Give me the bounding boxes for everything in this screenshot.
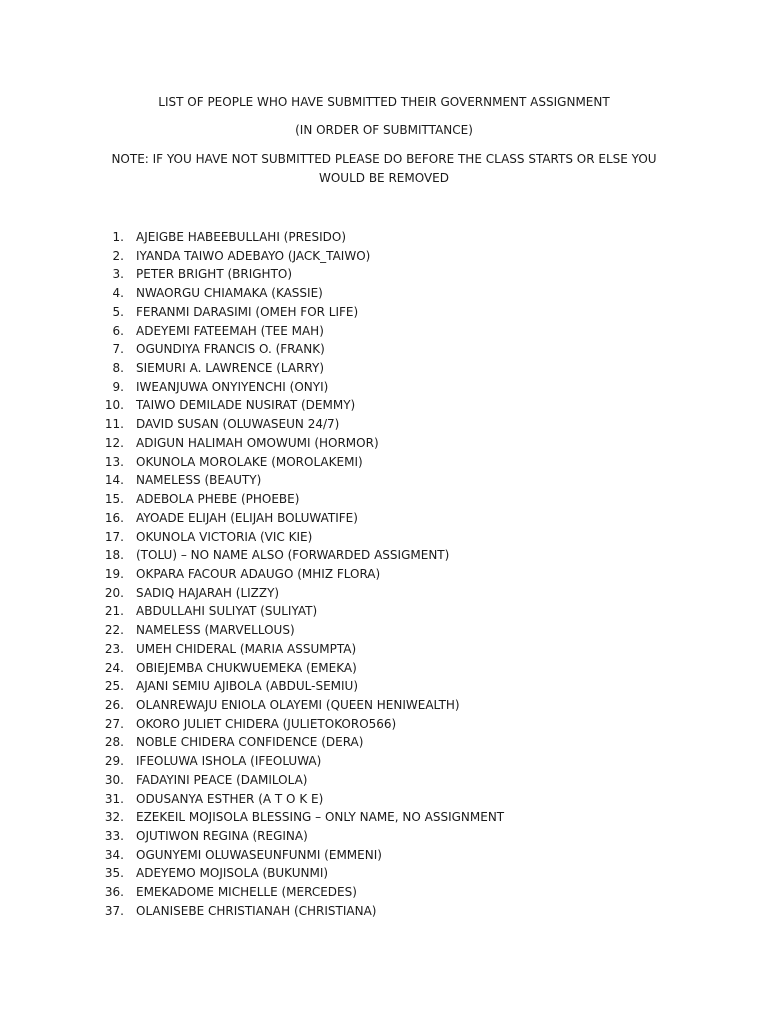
list-item (0, 359, 768, 378)
list-item (0, 696, 768, 715)
list-item (0, 247, 768, 266)
list-item-text: OLANREWAJU ENIOLA OLAYEMI (QUEEN HENIWEALTH) (136, 697, 460, 712)
list-item (0, 790, 768, 809)
list-item-number: 35. (104, 866, 124, 881)
list-item (0, 434, 768, 453)
list-item-number: 33. (104, 829, 124, 843)
list-item-number: 26. (104, 697, 124, 712)
list-item (0, 528, 768, 547)
list-item-number: 22. (104, 623, 124, 638)
list-item-text: ADIGUN HALIMAH OMOWUMI (HORMOR) (136, 435, 379, 450)
list-item-text: OKPARA FACOUR ADAUGO (MHIZ FLORA) (136, 566, 381, 581)
list-item (0, 584, 768, 603)
list-item-text: OKORO JULIET CHIDERA (JULIETOKORO566) (136, 716, 397, 731)
list-item (0, 659, 768, 678)
list-item (0, 864, 768, 883)
list-item-text: SADIQ HAJARAH (LIZZY) (136, 585, 280, 600)
list-item-number: 30. (104, 772, 124, 787)
list-item (0, 640, 768, 659)
list-item (0, 340, 768, 359)
list-item-text: NAMELESS (BEAUTY) (136, 473, 262, 488)
list-item-number: 6. (112, 323, 124, 338)
list-item (0, 771, 768, 790)
document-subtitle: (IN ORDER OF SUBMITTANCE) (295, 123, 473, 137)
list-item-number: 8. (112, 361, 124, 376)
list-item-number: 19. (104, 566, 124, 581)
list-item-text: IFEOLUWA ISHOLA (IFEOLUWA) (136, 754, 322, 769)
list-item-number: 18. (104, 548, 124, 563)
document-title: LIST OF PEOPLE WHO HAVE SUBMITTED THEIR GOVERNMENT ASSIGNMENT (158, 95, 610, 109)
list-item-text: NWAORGU CHIAMAKA (KASSIE) (136, 286, 323, 301)
list-item-number: 23. (104, 641, 124, 656)
list-item-text: UMEH CHIDERAL (MARIA ASSUMPTA) (136, 641, 357, 656)
list-item-text: OGUNDIYA FRANCIS O. (FRANK) (136, 342, 325, 357)
list-item (0, 322, 768, 341)
list-item-number: 17. (104, 529, 124, 544)
list-item-number: 24. (104, 660, 124, 675)
list-item-text: TAIWO DEMILADE NUSIRAT (DEMMY) (136, 398, 356, 413)
list-item-text: SIEMURI A. LAWRENCE (LARRY) (136, 361, 325, 376)
list-item-number: 9. (112, 379, 124, 394)
list-item-text: OGUNYEMI OLUWASEUNFUNMI (EMMENI) (136, 847, 382, 862)
list-item (0, 471, 768, 490)
list-item-number: 20. (104, 585, 124, 600)
list-item-text: NAMELESS (MARVELLOUS) (136, 623, 295, 638)
list-item (0, 415, 768, 434)
list-item-text: AYOADE ELIJAH (ELIJAH BOLUWATIFE) (136, 510, 358, 525)
list-item-text: OKUNOLA VICTORIA (VIC KIE) (136, 529, 313, 544)
list-item-text: ADEYEMO MOJISOLA (BUKUNMI) (136, 866, 329, 881)
list-item-text: ADEBOLA PHEBE (PHOEBE) (136, 492, 300, 507)
list-item (0, 602, 768, 621)
list-item (0, 621, 768, 640)
list-item-text: NOBLE CHIDERA CONFIDENCE (DERA) (136, 735, 364, 750)
list-item-text: FERANMI DARASIMI (OMEH FOR LIFE) (136, 304, 359, 319)
list-item-number: 12. (104, 435, 124, 450)
list-item (0, 546, 768, 565)
list-item-text: OLANISEBE CHRISTIANAH (CHRISTIANA) (136, 903, 377, 918)
list-item-number: 3. (112, 267, 124, 282)
document-note: NOTE: IF YOU HAVE NOT SUBMITTED PLEASE DO BEFORE THE CLASS STARTS OR ELSE YOU WOULD BE REMOVED (111, 152, 657, 185)
list-item-number: 34. (104, 847, 124, 862)
list-item-text: IYANDA TAIWO ADEBAYO (JACK_TAIWO) (136, 248, 371, 263)
list-item-text: ADEYEMI FATEEMAH (TEE MAH) (136, 323, 324, 338)
list-item-number: 32. (104, 810, 124, 825)
list-item-number: 29. (104, 754, 124, 769)
list-item-number: 5. (112, 304, 124, 319)
list-item-text: ODUSANYA ESTHER (A T O K E) (136, 791, 324, 806)
list-item (0, 846, 768, 865)
list-item (0, 509, 768, 528)
list-item-number: 36. (104, 885, 124, 900)
list-item (0, 453, 768, 472)
list-item-text: OKUNOLA MOROLAKE (MOROLAKEMI) (136, 454, 363, 469)
list-item-text: AJEIGBE HABEEBULLAHI (PRESIDO) (136, 230, 347, 244)
list-item-number: 11. (104, 417, 124, 432)
list-item (0, 715, 768, 734)
list-item (0, 883, 768, 902)
list-item-number: 1. (112, 230, 124, 244)
list-item (0, 303, 768, 322)
list-item-number: 15. (104, 492, 124, 507)
list-item-text: EMEKADOME MICHELLE (MERCEDES) (136, 885, 357, 900)
list-item-number: 27. (104, 716, 124, 731)
list-item-number: 2. (112, 248, 124, 263)
list-item-text: (TOLU) – NO NAME ALSO (FORWARDED ASSIGMENT) (136, 548, 450, 563)
list-item-number: 37. (104, 903, 124, 918)
list-item-text: IWEANJUWA ONYIYENCHI (ONYI) (136, 379, 329, 394)
list-item-number: 16. (104, 510, 124, 525)
list-item-text: AJANI SEMIU AJIBOLA (ABDUL-SEMIU) (136, 679, 359, 694)
list-item (0, 808, 768, 827)
list-item (0, 396, 768, 415)
list-item (0, 827, 768, 846)
list-item-number: 13. (104, 454, 124, 469)
list-item-number: 28. (104, 735, 124, 750)
list-item (0, 228, 768, 247)
list-item (0, 284, 768, 303)
list-item-number: 10. (104, 398, 124, 413)
list-item-text: DAVID SUSAN (OLUWASEUN 24/7) (136, 417, 340, 432)
list-item-number: 31. (104, 791, 124, 806)
list-item-number: 4. (112, 286, 124, 301)
submission-list (0, 228, 768, 921)
list-item (0, 733, 768, 752)
list-item-text: FADAYINI PEACE (DAMILOLA) (136, 772, 308, 787)
list-item-text: EZEKEIL MOJISOLA BLESSING – ONLY NAME, NO ASSIGNMENT (136, 810, 505, 825)
list-item-number: 25. (104, 679, 124, 694)
list-item (0, 902, 768, 921)
list-item-number: 21. (104, 604, 124, 619)
list-item (0, 378, 768, 397)
list-item-number: 14. (104, 473, 124, 488)
list-item (0, 677, 768, 696)
list-item (0, 490, 768, 509)
list-item-text: OJUTIWON REGINA (REGINA) (136, 829, 308, 843)
list-item (0, 265, 768, 284)
list-item-text: ABDULLAHI SULIYAT (SULIYAT) (136, 604, 318, 619)
list-item-number: 7. (112, 342, 124, 357)
list-item-text: OBIEJEMBA CHUKWUEMEKA (EMEKA) (136, 660, 357, 675)
list-item (0, 565, 768, 584)
list-item-text: PETER BRIGHT (BRIGHTO) (136, 267, 293, 282)
list-item (0, 752, 768, 771)
